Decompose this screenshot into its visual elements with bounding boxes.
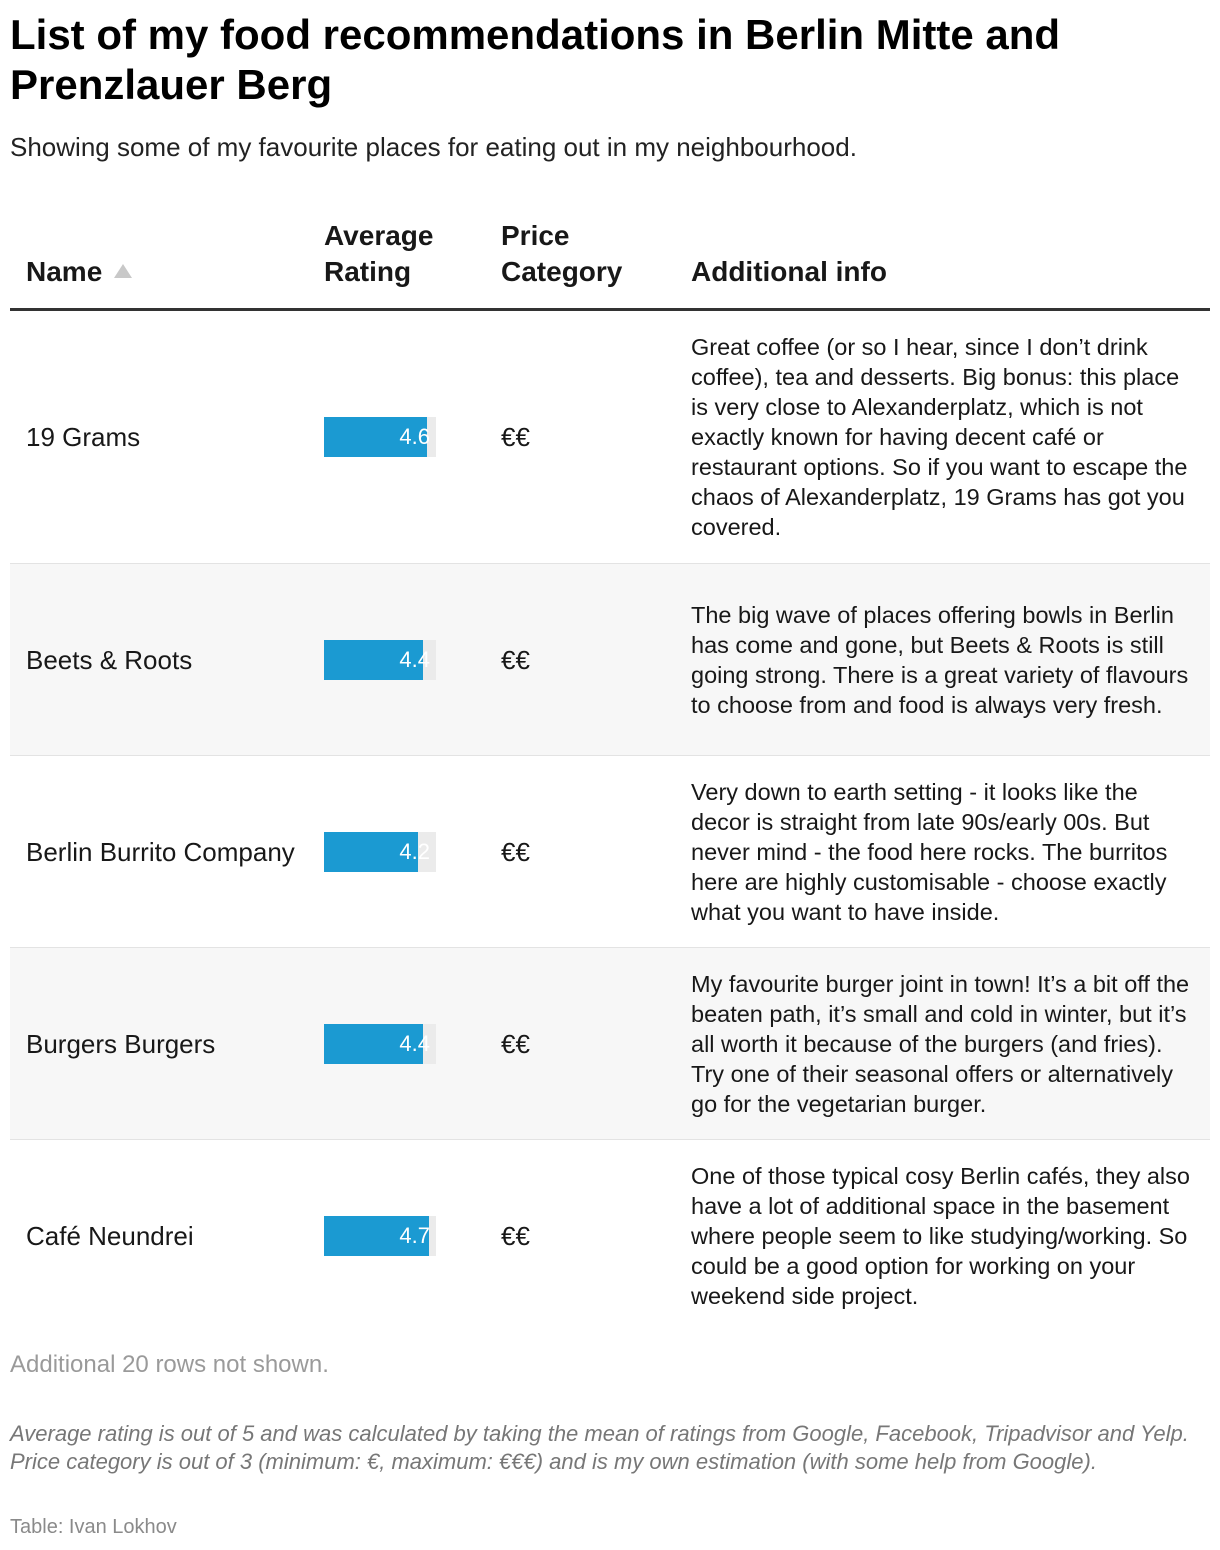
sort-ascending-icon[interactable] [114, 264, 132, 278]
row-name: Burgers Burgers [26, 1028, 216, 1059]
chart-subtitle: Showing some of my favourite places for eating out in my neighbourhood. [10, 132, 857, 162]
row-price: €€ [501, 644, 530, 675]
table-row [10, 311, 1210, 564]
table-row [10, 756, 1210, 948]
column-header-name-label: Name [26, 256, 103, 287]
recommendations-table [10, 215, 1210, 1332]
rating-bar-label: 4.6 [399, 424, 430, 449]
column-header-name[interactable] [26, 254, 132, 290]
rating-bar-label: 4.2 [399, 838, 430, 864]
row-name: Berlin Burrito Company [26, 836, 295, 867]
row-info: One of those typical cosy Berlin cafés, they also have a lot of additional space in the basement where people seem to like studying/working. So could be a good option for working on your weekend side project. [691, 1163, 1190, 1309]
column-header-rating-line1: Average [324, 220, 434, 251]
table-row [10, 948, 1210, 1140]
row-price: €€ [501, 1028, 530, 1059]
rating-bar-track [324, 1024, 436, 1064]
table-row [10, 1140, 1210, 1332]
hidden-rows-note: Additional 20 rows not shown. [10, 1351, 329, 1378]
row-price: €€ [501, 1221, 530, 1251]
column-header-price-line1: Price [501, 220, 570, 251]
row-info: My favourite burger joint in town! It’s a bit off the beaten path, it’s small and cold in winter, but it’s all worth it because of the burgers (and fries). Try one of their seasonal offers or alternatively go for the vegetarian burger. [691, 970, 1190, 1117]
rating-bar-label: 4.4 [399, 646, 430, 672]
table-header [10, 215, 1210, 311]
column-header-price[interactable] [501, 218, 622, 290]
column-header-info[interactable]: Additional info [691, 256, 887, 287]
rating-bar-track [324, 1216, 436, 1256]
row-name: 19 Grams [26, 422, 141, 452]
column-header-price-line2: Category [501, 256, 623, 287]
column-header-rating[interactable] [324, 218, 433, 290]
table-row [10, 564, 1210, 756]
row-info: The big wave of places offering bowls in Berlin has come and gone, but Beets & Roots is still going strong. There is a great variety of flavours to choose from and food is always very fresh. [691, 601, 1189, 718]
row-info: Very down to earth setting - it looks like the decor is straight from late 90s/early 00s. But never mind - the food here rocks. The burritos here are highly customisable - choose exactly what you want to have inside. [691, 778, 1168, 925]
source-credit: Table: Ivan Lokhov [10, 1516, 177, 1538]
rating-bar-label: 4.4 [399, 1030, 430, 1056]
row-name: Café Neundrei [26, 1221, 194, 1251]
row-info: Great coffee (or so I hear, since I don’t drink coffee), tea and desserts. Big bonus: this place is very close to Alexanderplatz, which is not exactly known for having decent café or restaurant options. So if you want to escape the chaos of Alexanderplatz, 19 Grams has got you covered. [691, 334, 1188, 540]
rating-bar-track [324, 832, 436, 872]
rating-bar-track [324, 640, 436, 680]
footnote: Average rating is out of 5 and was calculated by taking the mean of ratings from Google, Facebook, Tripadvisor and Yelp. Price category is out of 3 (minimum: €, maximum: €€€) and is my own estimation (with some help from Google). [10, 1421, 1189, 1474]
row-price: €€ [501, 836, 530, 867]
column-header-rating-line2: Rating [324, 256, 412, 287]
row-name: Beets & Roots [26, 644, 193, 675]
chart-title: List of my food recommendations in Berlin Mitte and Prenzlauer Berg [10, 11, 1061, 108]
rating-bar-label: 4.7 [399, 1223, 430, 1248]
rating-bar-track [324, 417, 436, 457]
row-price: €€ [501, 422, 530, 452]
